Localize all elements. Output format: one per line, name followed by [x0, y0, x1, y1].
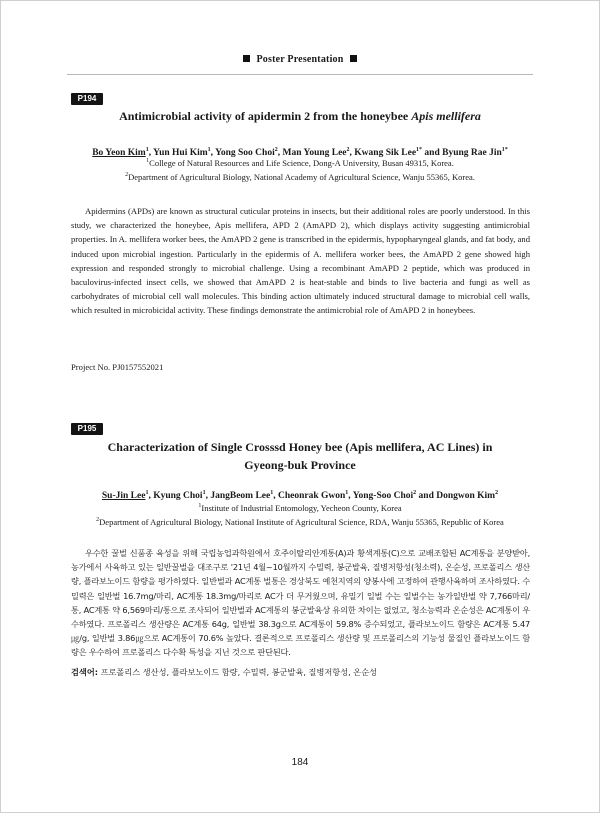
- author-sup: 1: [202, 490, 206, 496]
- presenting-author: Su-Jin Lee: [101, 491, 146, 502]
- affiliations: [66, 155, 534, 184]
- author-sup: 1*: [416, 147, 423, 153]
- author: Kwang Sik Lee: [354, 148, 417, 159]
- author: Yun Hui Kim: [153, 148, 208, 159]
- affiliations: [66, 500, 534, 529]
- author-list: Su-Jin Lee$^1$, Kyung Choi$^1$, JangBeom Lee$^1$, Cheonrak Gwon$^1$, Yong-Soo Choi$^2$ and Dongwon Kim$^2$: [101, 490, 499, 502]
- author-sup: 1*: [501, 147, 508, 153]
- poster-title: [70, 107, 530, 125]
- author-sup: 1: [270, 490, 274, 496]
- affiliation-text: College of Natural Resources and Life Science, Dong-A University, Busan 49315, Korea.: [149, 157, 454, 168]
- author-sup: 1: [145, 490, 149, 496]
- author-sup: 1: [345, 490, 349, 496]
- author: Kyung Choi: [153, 491, 203, 502]
- author: Yong Soo Choi: [215, 148, 275, 159]
- poster-title-species: Apis mellifera: [411, 109, 481, 123]
- presenting-author: Bo Yeon Kim: [92, 148, 146, 159]
- abstract: Apidermins (APDs) are known as structural cuticular proteins in insects, but their additional roles are poorly understood. In this study, we characterized the honeybee, Apis mellifera, APD 2 (AmAPD 2), which displays activity suggesting antimicrobial properties. In A. mellifera worker bees, the AmAPD 2 gene is transcribed in the epidermis, hypopharyngeal glands, and fat body, and induced upon microbial ingestion. Particularly in the epidermis of A. mellifera worker bees, the AmAPD 2 gene showed high expression and responded strongly to microbial challenge. Using a recombinant AmAPD 2 peptide, which was produced in baculovirus-infected insect cells, we showed that AmAPD 2 is heat-stable and binds to live bacteria and fungi as well as carbohydrates of microbial cell wall molecules. This binding action ultimately induced structural damage to microbial cell walls, which resulted in microbicidal activity. These findings demonstrate the antimicrobial role of AmAPD 2 in honeybees.: [71, 206, 530, 316]
- keywords-label: 검색어:: [71, 667, 99, 677]
- author-sup: 1: [145, 147, 149, 153]
- keywords-text: 프로폴리스 생산성, 플라보노이드 함량, 수밀력, 봉군발육, 질병저항성, 온순성: [98, 667, 378, 677]
- author: JangBeom Lee: [210, 491, 271, 502]
- author: Yong-Soo Choi: [352, 491, 414, 502]
- author: Man Young Lee: [282, 148, 347, 159]
- poster-title-line: Gyeong-buk Province: [244, 458, 356, 472]
- author-sup: 2: [413, 490, 417, 496]
- affiliation-sup: 1: [198, 503, 202, 509]
- poster-title-text: Antimicrobial activity of apidermin 2 from the honeybee: [119, 109, 412, 123]
- abstract-korean: 우수한 꿀벌 신품종 육성을 위해 국립농업과학원에서 호주이탈리안계통(A)과 황색계통(C)으로 교배조합된 AC계통을 분양받아, 농가에서 사육하고 있는 일반꿀벌을 대조구로 '21년 4월~10월까지 수밀력, 봉군발육, 질병저항성(청소력), 온순성, 프로폴리스 생산량, 플라보노이드 함량을 평가하였다. 일반벌과 AC계통 벌통은 경상북도 예천지역의 양봉사에 고정하여 관행사육하며 조사하였다. 수밀력은 일반벌 16.7mg/마리, AC계통 18.3mg/마리로 AC가 더 무거웠으며, 유밀기 일벌 수는 일벌수는 농가일반벌 약 7,766마리/통, AC계통 약 6,569마리/통으로 조사되어 일반벌과 AC계통의 봉군발육상 유의한 차이는 없었고, 청소능력과 온순성은 AC계통이 우수하였다. 프로폴리스 생산량은 AC계통 64g, 일반벌 38.3g으로 AC계통이 59.8% 증수되었고, 플라보노이드 함량은 AC계통 5.47㎍/g, 일반벌 3.86㎍으로 AC계통이 70.6% 높았다. 결론적으로 프로폴리스 생산량 및 프로폴리스의 기능성 물질인 플라보노이드 함량은 우수하여 프로폴리스 다수확 특성을 지닌 것으로 판단된다.: [71, 548, 530, 658]
- author-sup: 2: [274, 147, 278, 153]
- affiliation-1: [66, 155, 534, 169]
- affiliation-1: [66, 500, 534, 514]
- affiliation-sup: 2: [125, 172, 129, 179]
- affiliation-sup: 2: [96, 517, 100, 524]
- affiliation-text: Institute of Industrial Entomology, Yecheon County, Korea: [201, 502, 402, 513]
- author-sup: 1: [207, 147, 211, 153]
- author-sup: 2: [495, 490, 499, 496]
- keywords: [71, 667, 530, 678]
- affiliation-2: [66, 169, 534, 183]
- affiliation-2: [66, 514, 534, 528]
- affiliation-text: Department of Agricultural Biology, National Academy of Agricultural Science, Wanju 55365, Korea.: [128, 172, 475, 183]
- square-bullet-icon: [350, 55, 357, 62]
- section-header: [0, 54, 600, 65]
- section-header-label: Poster Presentation: [256, 54, 344, 65]
- author: Byung Rae Jin: [442, 148, 502, 159]
- affiliation-sup: 1: [146, 158, 150, 164]
- poster-title-line: Characterization of Single Crosssd Honey bee (Apis mellifera, AC Lines) in: [107, 440, 493, 454]
- author-sup: 2: [346, 147, 350, 153]
- poster-title: [70, 438, 530, 474]
- author: Dongwon Kim: [436, 491, 496, 502]
- author-list: Bo Yeon Kim$^1$, Yun Hui Kim$^1$, Yong Soo Choi$^2$, Man Young Lee$^2$, Kwang Sik Lee$^{1*}$ and Byung Rae Jin$^{1*}$: [92, 147, 508, 159]
- author: Cheonrak Gwon: [277, 491, 346, 502]
- affiliation-text: Department of Agricultural Biology, National Institute of Agricultural Science, RDA, Wanju 55365, Republic of Korea: [99, 517, 504, 528]
- square-bullet-icon: [243, 55, 250, 62]
- project-number: Project No. PJ0157552021: [71, 362, 164, 372]
- poster-tag: P194: [71, 93, 103, 105]
- header-rule: [67, 74, 533, 75]
- poster-tag: P195: [71, 423, 103, 435]
- page-number: 184: [291, 757, 309, 768]
